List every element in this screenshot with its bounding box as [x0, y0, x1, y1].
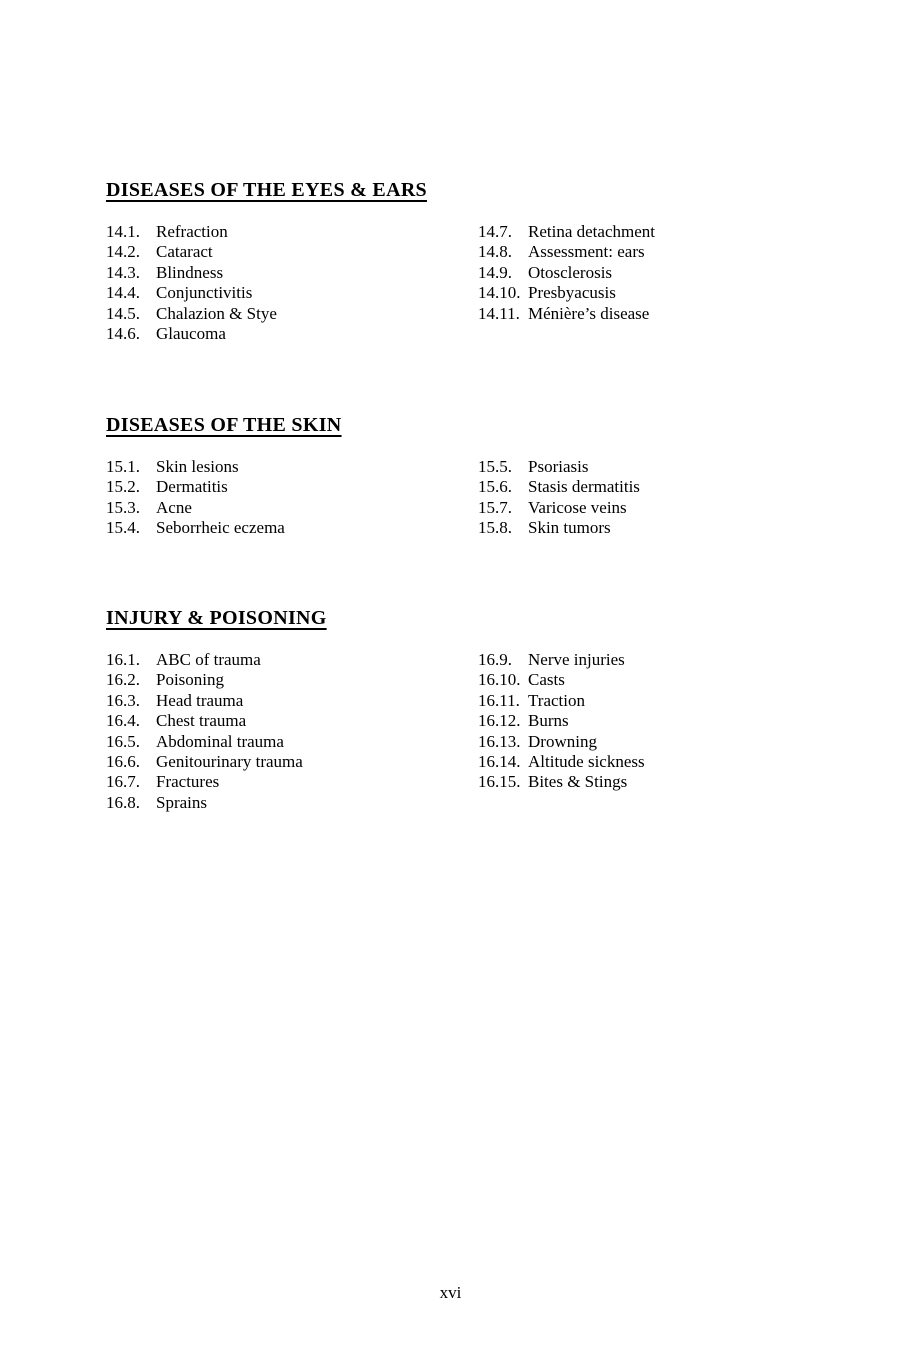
item-label: Cataract	[156, 242, 213, 262]
section-heading: INJURY & POISONING	[106, 607, 327, 629]
toc-row	[106, 477, 478, 497]
item-number: 16.11.	[478, 690, 520, 710]
item-number: 16.5.	[106, 731, 140, 751]
section-heading: DISEASES OF THE EYES & EARS	[106, 179, 427, 201]
toc-row	[478, 711, 816, 731]
toc-row	[106, 283, 478, 303]
toc-row	[478, 477, 816, 497]
item-number: 16.6.	[106, 752, 140, 772]
toc-row	[478, 772, 816, 792]
item-label: Chalazion & Stye	[156, 303, 277, 323]
item-number: 14.2.	[106, 242, 140, 262]
item-label: Stasis dermatitis	[528, 477, 640, 497]
toc-row	[478, 498, 816, 518]
item-label: ABC of trauma	[156, 650, 261, 669]
toc-column-right	[478, 457, 816, 539]
item-label: Skin tumors	[528, 518, 611, 538]
toc-row	[106, 263, 478, 283]
item-label: Genitourinary trauma	[156, 752, 303, 772]
item-number: 15.8.	[478, 518, 512, 538]
toc-row	[478, 263, 816, 283]
section-columns	[106, 650, 816, 813]
item-number: 14.10.	[478, 283, 521, 303]
toc-row	[106, 650, 478, 670]
item-number: 16.15.	[478, 772, 521, 792]
toc-row	[106, 222, 478, 242]
item-number: 14.3.	[106, 262, 140, 282]
item-number: 16.13.	[478, 731, 521, 751]
toc-row	[478, 283, 816, 303]
toc-column-left	[106, 650, 478, 813]
item-label: Bites & Stings	[528, 772, 628, 792]
item-label: Presbyacusis	[528, 283, 616, 303]
toc-row	[106, 518, 478, 538]
item-label: Poisoning	[156, 670, 225, 690]
item-number: 14.8.	[478, 242, 512, 262]
item-label: Traction	[528, 690, 585, 710]
toc-row	[106, 732, 478, 752]
item-label: Burns	[528, 711, 569, 731]
page-number: xvi	[439, 1283, 462, 1302]
toc-row	[478, 732, 816, 752]
item-label: Blindness	[156, 262, 224, 282]
toc-row	[478, 222, 816, 242]
toc-row	[478, 518, 816, 538]
toc-row	[106, 304, 478, 324]
toc-column-left	[106, 457, 478, 539]
item-label: Skin lesions	[156, 457, 239, 476]
item-label: Drowning	[528, 731, 597, 751]
toc-column-right	[478, 222, 816, 324]
item-label: Casts	[528, 670, 565, 690]
item-number: 16.1.	[106, 650, 140, 669]
toc-row	[106, 498, 478, 518]
item-number: 14.6.	[106, 324, 140, 344]
item-label: Fractures	[156, 772, 220, 792]
toc-row	[478, 670, 816, 690]
toc-row	[478, 691, 816, 711]
item-number: 16.12.	[478, 711, 521, 731]
toc-row	[478, 650, 816, 670]
item-number: 15.7.	[478, 497, 512, 517]
toc-row	[106, 457, 478, 477]
item-number: 15.5.	[478, 457, 512, 476]
item-number: 16.10.	[478, 670, 521, 690]
item-label: Chest trauma	[156, 711, 247, 731]
item-label: Psoriasis	[528, 457, 589, 476]
item-label: Assessment: ears	[528, 242, 645, 262]
item-label: Varicose veins	[528, 497, 627, 517]
item-number: 15.4.	[106, 518, 140, 538]
item-label: Seborrheic eczema	[156, 518, 285, 538]
toc-row	[106, 772, 478, 792]
item-number: 16.7.	[106, 772, 140, 792]
item-label: Sprains	[156, 792, 207, 812]
toc-row	[106, 324, 478, 344]
toc-column-right	[478, 650, 816, 793]
item-number: 16.4.	[106, 711, 140, 731]
item-label: Head trauma	[156, 690, 244, 710]
toc-row	[106, 793, 478, 813]
toc-section-injury-poisoning	[106, 606, 816, 813]
item-number: 14.1.	[106, 222, 140, 241]
toc-column-left	[106, 222, 478, 344]
toc-section-skin	[106, 413, 816, 539]
item-number: 16.8.	[106, 792, 140, 812]
toc-row	[106, 670, 478, 690]
toc-row	[106, 711, 478, 731]
item-label: Altitude sickness	[528, 752, 645, 772]
item-number: 15.1.	[106, 457, 140, 476]
item-label: Nerve injuries	[528, 650, 625, 669]
item-number: 15.6.	[478, 477, 512, 497]
item-number: 16.9.	[478, 650, 512, 669]
item-number: 14.11.	[478, 303, 520, 323]
toc-row	[478, 457, 816, 477]
toc-section-eyes-ears	[106, 178, 816, 344]
item-label: Acne	[156, 497, 192, 517]
item-number: 14.5.	[106, 303, 140, 323]
item-label: Retina detachment	[528, 222, 655, 241]
toc-row	[478, 242, 816, 262]
item-label: Conjunctivitis	[156, 283, 253, 303]
section-heading: DISEASES OF THE SKIN	[106, 414, 342, 436]
toc-row	[106, 752, 478, 772]
item-number: 14.7.	[478, 222, 512, 241]
section-columns	[106, 222, 816, 344]
item-label: Glaucoma	[156, 324, 226, 344]
item-number: 15.3.	[106, 497, 140, 517]
item-number: 16.14.	[478, 752, 521, 772]
item-number: 14.4.	[106, 283, 140, 303]
item-label: Abdominal trauma	[156, 731, 284, 751]
item-number: 14.9.	[478, 262, 512, 282]
toc-row	[478, 752, 816, 772]
item-label: Refraction	[156, 222, 228, 241]
toc-row	[106, 242, 478, 262]
toc-row	[478, 304, 816, 324]
section-columns	[106, 457, 816, 539]
item-label: Otosclerosis	[528, 262, 613, 282]
item-label: Dermatitis	[156, 477, 228, 497]
item-label: Ménière’s disease	[528, 303, 650, 323]
item-number: 15.2.	[106, 477, 140, 497]
item-number: 16.2.	[106, 670, 140, 690]
item-number: 16.3.	[106, 690, 140, 710]
toc-row	[106, 691, 478, 711]
